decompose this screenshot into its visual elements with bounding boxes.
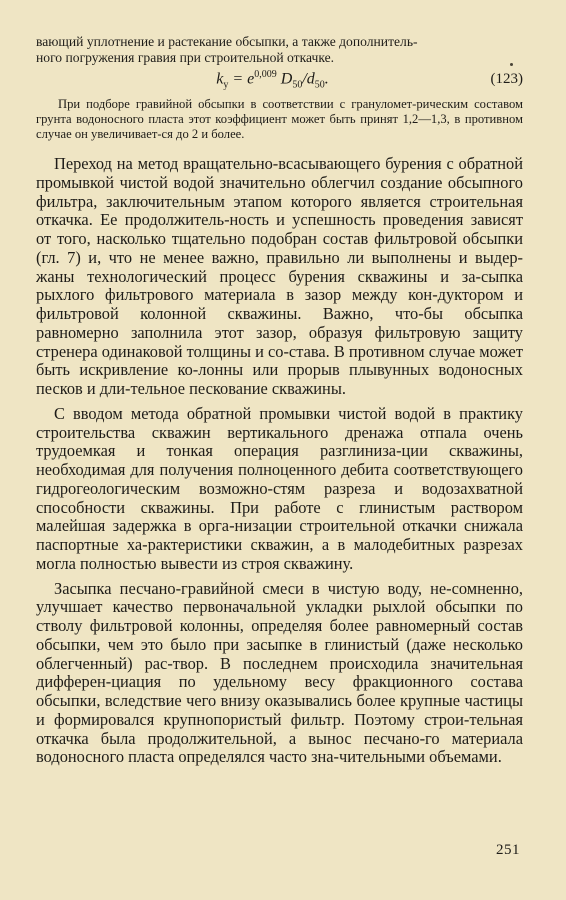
- page-number: 251: [496, 842, 520, 858]
- formula-row: [36, 69, 523, 91]
- formula-d-sub: 50: [314, 79, 325, 91]
- paragraph-3: Засыпка песчано-гравийной смеси в чистую воду, не-сомненно, улучшает качество первоначальной укладки рыхлой обсыпки по стволу фильтровой колонны, определяя более равномерный состав обсыпки, чем это было при засыпке в глинистый (даже несколько облегченный) рас-твор. В последнем происходила значительная дифферен-циация по удельному весу фракционного состава обсыпки, вследствие чего внизу оказывались более крупные частицы и формировался крупнопористый фильтр. Поэтому строи-тельная откачка была продолжительной, а вынос песчано-го материала водоносного пласта определялся часто зна-чительными объемами.: [36, 578, 523, 767]
- page-content: [36, 34, 523, 773]
- paragraph-2: С вводом метода обратной промывки чистой водой в практику строительства скважин вертикального дренажа отпала очень трудоемкая и тонкая операция разглиниза-ции скважины, необходимая для получения полноценного дебита соответствующего гидрогеологическим возможно-стям разреза и водозахватной способности скважины. При работе с глинистым раствором малейшая задержка в орга-низации строительной откачки снижала паспортные ха-рактеристики скважин, а в малодебитных разрезах могла полностью вывести из строя скважину.: [36, 403, 523, 573]
- formula-k: k: [216, 70, 224, 88]
- formula-123: [36, 69, 483, 91]
- equation-number: (123): [490, 71, 523, 88]
- intro-line-2: ного погружения гравия при строительной откачке.: [36, 50, 335, 65]
- formula-e: e: [247, 70, 255, 88]
- paragraph-1: Переход на метод вращательно-всасывающего бурения с обратной промывкой чистой водой значительно облегчил создание обсыпного фильтра, заключительным этапом которого является строительная откачка. Ее продолжитель-ность и успешность проведения зависят от того, насколько тщательно подобран состав фильтровой обсыпки (гл. 7) и, что не менее важно, правильно ли выполнены и выдер-жаны технологический процесс бурения скважины и за-сыпка рыхлого фильтрового материала в зазор между кон-дуктором и фильтровой колонной скважины. Важно, что-бы обсыпка равномерно заполнила этот зазор, образуя фильтровую защиту стренера одинаковой толщины и со-става. В противном случае может быть искривление ко-лонны или прорыв плывунных водоносных песков и дли-тельное пескование скважины.: [36, 154, 523, 398]
- intro-line-1: вающий уплотнение и растекание обсыпки, а также дополнитель-: [36, 34, 418, 49]
- formula-slash: /: [302, 70, 307, 88]
- formula-power: 0,009: [254, 69, 277, 80]
- formula-D-sub: 50: [292, 79, 303, 91]
- formula-d: d: [306, 70, 315, 88]
- small-paragraph: При подборе гравийной обсыпки в соответствии с грануломет-рическим составом грунта водоносного пласта этот коэффициент может быть принят 1,2—1,3, в противном случае он увеличивает-ся до 2 и более.: [36, 97, 523, 141]
- formula-end: .: [324, 70, 329, 88]
- formula-k-sub: у: [223, 79, 229, 91]
- formula-D: D: [280, 70, 293, 88]
- main-text: [36, 155, 523, 767]
- formula-equals: =: [228, 70, 248, 88]
- print-speck: [510, 63, 513, 66]
